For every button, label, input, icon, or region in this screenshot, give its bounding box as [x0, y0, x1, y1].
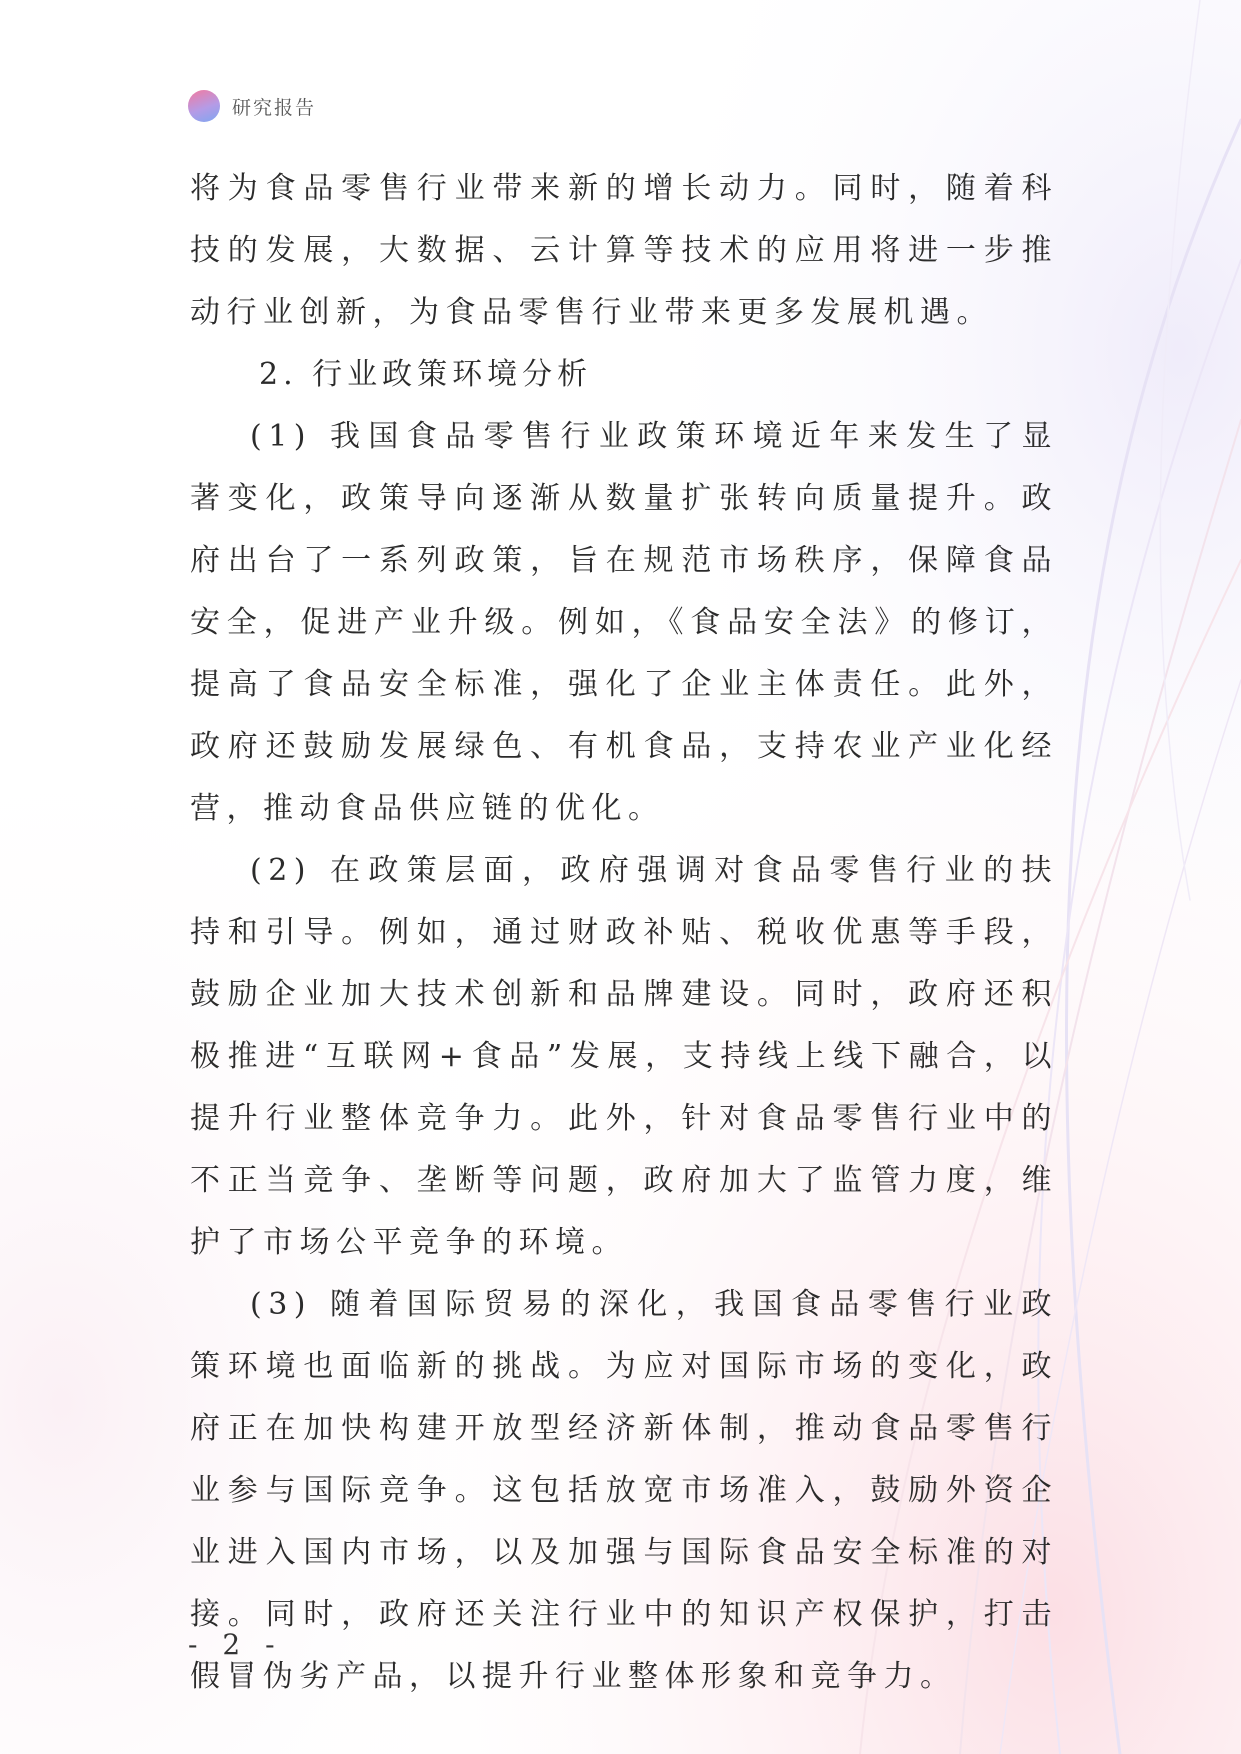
brand-logo-icon: [188, 90, 220, 122]
report-type-label: 研究报告: [232, 96, 317, 119]
section-heading: 2. 行业政策环境分析: [259, 357, 593, 392]
document-body: [190, 158, 1058, 1708]
paragraph-1: (1) 我国食品零售行业政策环境近年来发生了显著变化，政策导向逐渐从数量扩张转向质量提升。政府出台了一系列政策，旨在规范市场秩序，保障食品安全，促进产业升级。例如，《食品安全法》的修订，提高了食品安全标准，强化了企业主体责任。此外，政府还鼓励发展绿色、有机食品，支持农业产业化经营，推动食品供应链的优化。: [190, 419, 1058, 826]
paragraph-3: (3) 随着国际贸易的深化，我国食品零售行业政策环境也面临新的挑战。为应对国际市场的变化，政府正在加快构建开放型经济新体制，推动食品零售行业参与国际竞争。这包括放宽市场准入，鼓励外资企业进入国内市场，以及加强与国际食品安全标准的对接。同时，政府还关注行业中的知识产权保护，打击假冒伪劣产品，以提升行业整体形象和竞争力。: [190, 1287, 1058, 1694]
report-header: [188, 89, 316, 123]
paragraph-2: (2) 在政策层面，政府强调对食品零售行业的扶持和引导。例如，通过财政补贴、税收优惠等手段，鼓励企业加大技术创新和品牌建设。同时，政府还积极推进“互联网+食品”发展，支持线上线下融合，以提升行业整体竞争力。此外，针对食品零售行业中的不正当竞争、垄断等问题，政府加大了监管力度，维护了市场公平竞争的环境。: [190, 853, 1058, 1260]
paragraph-continuation: 将为食品零售行业带来新的增长动力。同时，随着科技的发展，大数据、云计算等技术的应用将进一步推动行业创新，为食品零售行业带来更多发展机遇。: [190, 171, 1058, 330]
page-number: - 2 -: [188, 1628, 283, 1661]
